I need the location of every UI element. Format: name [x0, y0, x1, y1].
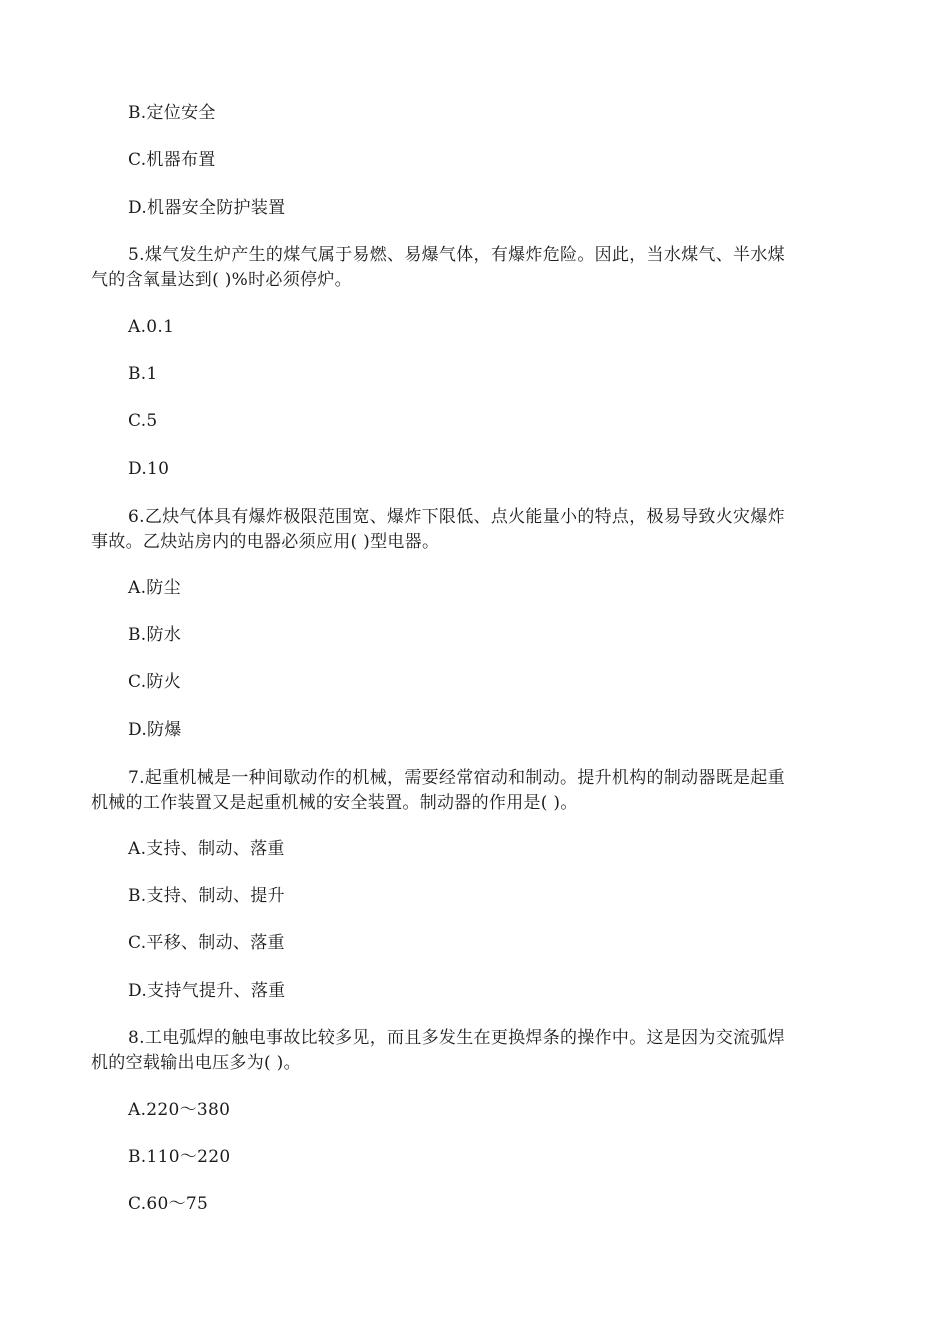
question-6-line-1: 6.乙炔气体具有爆炸极限范围宽、爆炸下限低、点火能量小的特点，极易导致火灾爆炸 — [128, 507, 785, 527]
option-d-line: D.支持气提升、落重 — [128, 981, 286, 1001]
option-c-line: C.平移、制动、落重 — [128, 933, 285, 953]
option-a-line: A.220～380 — [128, 1100, 231, 1120]
question-5-line-2: 气的含氧量达到( )%时必须停炉。 — [91, 270, 352, 290]
option-a-line: A.0.1 — [128, 317, 175, 337]
option-c-line: C.防火 — [128, 672, 182, 692]
option-b-line: B.支持、制动、提升 — [128, 886, 285, 906]
option-c-line: C.5 — [128, 411, 158, 431]
option-d-line: D.机器安全防护装置 — [128, 198, 286, 218]
question-7-line-2: 机械的工作装置又是起重机械的安全装置。制动器的作用是( )。 — [91, 793, 578, 813]
option-b-line: B.防水 — [128, 625, 182, 645]
option-c-line: C.机器布置 — [128, 150, 216, 170]
question-7-line-1: 7.起重机械是一种间歇动作的机械，需要经常宿动和制动。提升机构的制动器既是起重 — [128, 768, 785, 788]
option-c-line: C.60～75 — [128, 1194, 209, 1214]
option-d-line: D.防爆 — [128, 720, 182, 740]
option-b-line: B.1 — [128, 364, 158, 384]
question-6-line-2: 事故。乙炔站房内的电器必须应用( )型电器。 — [91, 532, 440, 552]
option-b-line: B.110～220 — [128, 1147, 231, 1167]
question-5-line-1: 5.煤气发生炉产生的煤气属于易燃、易爆气体，有爆炸危险。因此，当水煤气、半水煤 — [128, 245, 785, 265]
option-b-line: B.定位安全 — [128, 103, 216, 123]
question-8-line-1: 8.工电弧焊的触电事故比较多见，而且多发生在更换焊条的操作中。这是因为交流弧焊 — [128, 1028, 785, 1048]
question-8-line-2: 机的空载输出电压多为( )。 — [91, 1053, 301, 1073]
option-d-line: D.10 — [128, 459, 170, 479]
option-a-line: A.防尘 — [128, 578, 181, 598]
option-a-line: A.支持、制动、落重 — [128, 839, 285, 859]
